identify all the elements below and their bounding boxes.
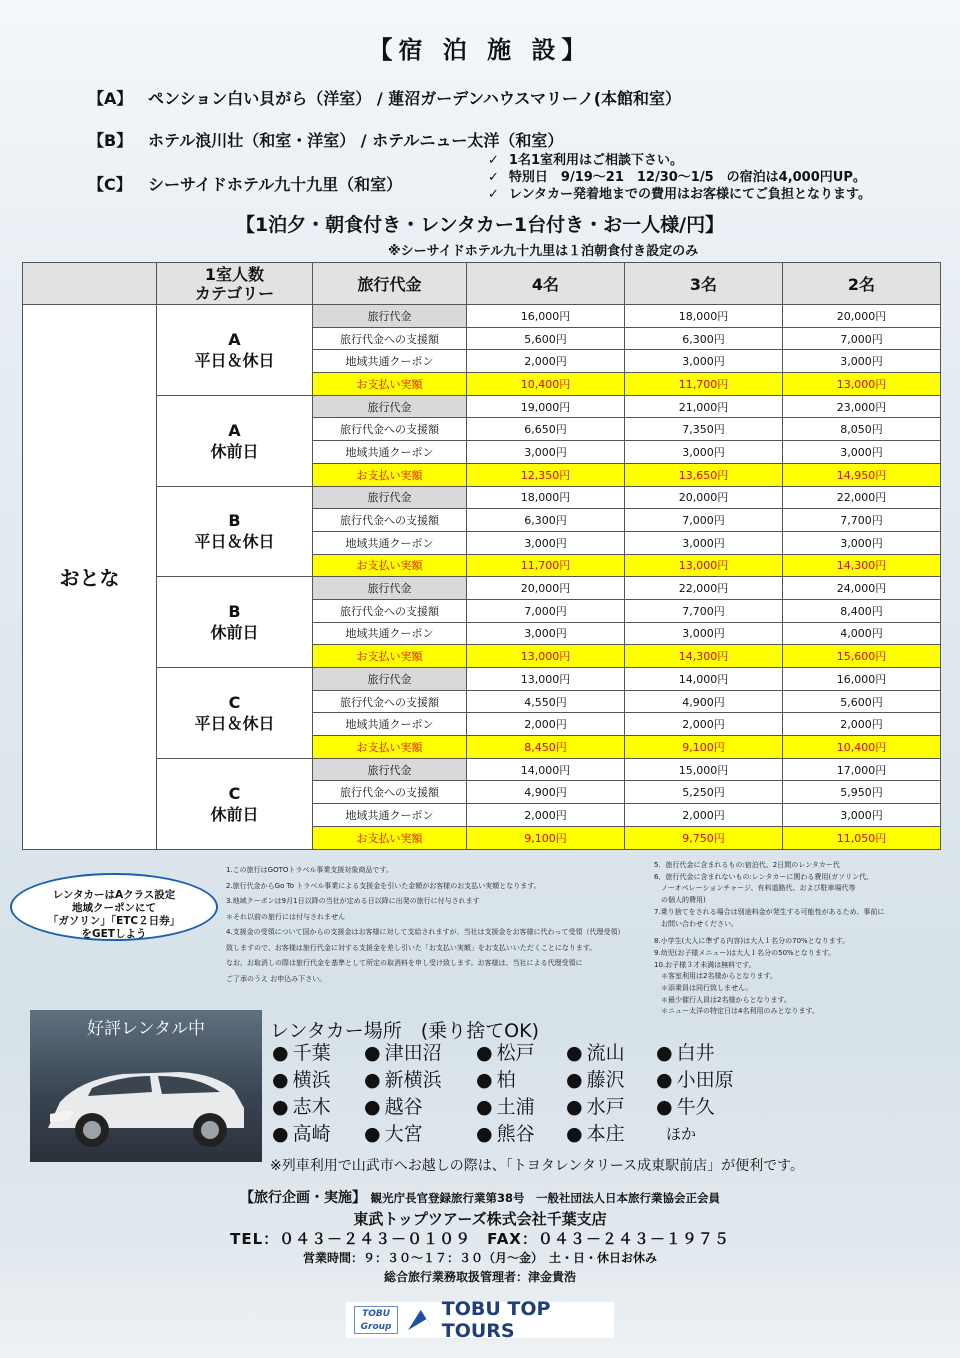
price-cell: 9,100円 xyxy=(625,736,783,759)
price-cell: 4,900円 xyxy=(625,690,783,713)
price-cell: 23,000円 xyxy=(783,395,941,418)
row-label: 旅行代金 xyxy=(313,486,467,509)
price-cell: 20,000円 xyxy=(467,577,625,600)
location-item: ● 熊谷 xyxy=(476,1121,566,1148)
row-label: 旅行代金 xyxy=(313,395,467,418)
price-cell: 10,400円 xyxy=(783,736,941,759)
price-cell: 3,000円 xyxy=(467,531,625,554)
location-item: ● 越谷 xyxy=(364,1094,476,1121)
location-grid xyxy=(272,1040,756,1148)
price-table xyxy=(22,262,941,850)
price-cell: 4,550円 xyxy=(467,690,625,713)
header-4: 4名 xyxy=(467,263,625,305)
price-cell: 13,650円 xyxy=(625,463,783,486)
hotel-row-c: 【C】 シーサイドホテル九十九里（和室） xyxy=(88,172,402,195)
price-cell: 6,300円 xyxy=(625,327,783,350)
price-cell: 11,700円 xyxy=(625,373,783,396)
table-row xyxy=(23,668,941,691)
row-label: 旅行代金 xyxy=(313,305,467,328)
price-cell: 14,000円 xyxy=(467,758,625,781)
table-row xyxy=(23,395,941,418)
row-label: お支払い実額 xyxy=(313,736,467,759)
fine-print-right: 5．旅行代金に含まれるもの:宿泊代、2日間のレンタカー代 6．旅行代金に含まれないもの:レンタカーに関わる費用(ガソリン代、 ノーオペレーションチャージ、有料道路代、および駐車場代等 の個人的費用) 7.乗り捨てをされる場合は別途料金が発生する可能性があるため、事前に お問い合わせください。 8.小学生(大人に準ずる内容)は大人１名分の70%となります。 9.幼児(お子様メニュー)は大人１名分の50%となります。 10.お子様３才未満は無料です。 ＊客室利用は2名様からとなります。 ＊添乗員は同行致しません。 ＊最少催行人員は2名様からとなります。 ＊ニュー太洋の特定日は4名利用のみとなります。 xyxy=(654,861,885,1016)
price-cell: 14,950円 xyxy=(783,463,941,486)
fine-print-left: 1.この旅行はGOTOトラベル事業支援対象商品です。 2.旅行代金からGo To トラベル事業による支援金を引いた金額がお客様のお支払い実額となります。 3.地域クーポンは9月1日以降の当社が定める日以降に出発の旅行に付与されます ＊それ以前の旅行には付与されません 4.支援金の受領について国からの支援金はお客様に対して支給されますが、当社は支援金をお客様に代わって受領（代理受領） 致しますので、お客様は旅行代金に対する支援金を差し引いた「お支払い実額」をお支払いいただくことになります。 なお、お取消しの際は旅行代金を基準として所定の取消料を申し受け致します。お客様は、当社による代理受領に ご了承のうえ お申込み下さい。 xyxy=(226,866,625,983)
price-cell: 2,000円 xyxy=(467,804,625,827)
tobu-group-logo: TOBU Group xyxy=(354,1306,398,1334)
price-cell: 16,000円 xyxy=(783,668,941,691)
price-cell: 11,050円 xyxy=(783,826,941,849)
location-item: ● 小田原 xyxy=(656,1067,756,1094)
row-label: 旅行代金 xyxy=(313,577,467,600)
price-cell: 7,000円 xyxy=(625,509,783,532)
price-cell: 3,000円 xyxy=(467,622,625,645)
price-cell: 18,000円 xyxy=(625,305,783,328)
price-cell: 7,000円 xyxy=(467,599,625,622)
tobu-top-tours-icon xyxy=(408,1307,434,1333)
row-label: 旅行代金への支援額 xyxy=(313,327,467,350)
car-photo xyxy=(30,1010,262,1162)
row-label: 地域共通クーポン xyxy=(313,713,467,736)
location-item: ● 松戸 xyxy=(476,1040,566,1067)
price-cell: 20,000円 xyxy=(625,486,783,509)
price-cell: 14,000円 xyxy=(625,668,783,691)
logo-bar xyxy=(346,1298,614,1342)
hotel-name: ホテル浪川壮（和室・洋室） / ホテルニュー太洋（和室） xyxy=(148,131,564,150)
row-label: お支払い実額 xyxy=(313,463,467,486)
price-cell: 3,000円 xyxy=(783,441,941,464)
row-label: お支払い実額 xyxy=(313,645,467,668)
price-cell: 14,300円 xyxy=(625,645,783,668)
hotel-name: ペンション白い貝がら（洋室） / 蓮沼ガーデンハウスマリーノ(本館和室） xyxy=(148,89,682,108)
table-row xyxy=(23,486,941,509)
price-cell: 13,000円 xyxy=(467,645,625,668)
row-label: 地域共通クーポン xyxy=(313,531,467,554)
row-label: 旅行代金 xyxy=(313,758,467,781)
price-cell: 2,000円 xyxy=(625,804,783,827)
train-note: ※列車利用で山武市へお越しの際は、「トヨタレンタリース成東駅前店」が便利です。 xyxy=(270,1158,804,1174)
category-cell: A 平日＆休日 xyxy=(157,305,313,396)
category-cell: C 平日＆休日 xyxy=(157,668,313,759)
row-label: 地域共通クーポン xyxy=(313,804,467,827)
price-cell: 3,000円 xyxy=(625,622,783,645)
footer-hours: 営業時間：９：３０～１７：３０（月～金） 土・日・休日お休み xyxy=(302,1251,657,1265)
price-cell: 5,600円 xyxy=(783,690,941,713)
price-cell: 5,250円 xyxy=(625,781,783,804)
price-cell: 15,000円 xyxy=(625,758,783,781)
footer-manager: 総合旅行業務取扱管理者：津金貴浩 xyxy=(383,1270,576,1284)
price-cell: 9,100円 xyxy=(467,826,625,849)
hotel-row-a: 【A】 ペンション白い貝がら（洋室） / 蓮沼ガーデンハウスマリーノ(本館和室） xyxy=(88,86,681,109)
price-cell: 18,000円 xyxy=(467,486,625,509)
price-cell: 8,450円 xyxy=(467,736,625,759)
price-cell: 6,650円 xyxy=(467,418,625,441)
price-cell: 12,350円 xyxy=(467,463,625,486)
row-label: お支払い実額 xyxy=(313,373,467,396)
row-label: お支払い実額 xyxy=(313,826,467,849)
location-more: ほか xyxy=(666,1125,697,1143)
footer-company: 東武トップツアーズ株式会社千葉支店 xyxy=(353,1210,607,1228)
car-label: 好評レンタル中 xyxy=(87,1019,205,1039)
adult-label: おとな xyxy=(23,305,157,850)
price-cell: 3,000円 xyxy=(625,531,783,554)
location-item: ● 本庄 xyxy=(566,1121,656,1148)
price-cell: 3,000円 xyxy=(783,531,941,554)
price-cell: 19,000円 xyxy=(467,395,625,418)
location-item: ● 流山 xyxy=(566,1040,656,1067)
price-cell: 13,000円 xyxy=(467,668,625,691)
price-cell: 5,950円 xyxy=(783,781,941,804)
location-item: ● 藤沢 xyxy=(566,1067,656,1094)
price-cell: 22,000円 xyxy=(625,577,783,600)
price-cell: 9,750円 xyxy=(625,826,783,849)
note-item: ✓ 1名1室利用はご相談下さい。 xyxy=(488,152,871,169)
header-price: 旅行代金 xyxy=(313,263,467,305)
price-cell: 7,350円 xyxy=(625,418,783,441)
price-cell: 17,000円 xyxy=(783,758,941,781)
price-cell: 10,400円 xyxy=(467,373,625,396)
price-cell: 22,000円 xyxy=(783,486,941,509)
price-cell: 14,300円 xyxy=(783,554,941,577)
price-subnote: ※シーサイドホテル九十九里は１泊朝食付き設定のみ xyxy=(388,244,699,259)
price-cell: 4,000円 xyxy=(783,622,941,645)
category-cell: B 休前日 xyxy=(157,577,313,668)
price-cell: 11,700円 xyxy=(467,554,625,577)
price-cell: 16,000円 xyxy=(467,305,625,328)
price-cell: 2,000円 xyxy=(625,713,783,736)
category-cell: C 休前日 xyxy=(157,758,313,849)
price-cell: 20,000円 xyxy=(783,305,941,328)
row-label: 地域共通クーポン xyxy=(313,622,467,645)
rental-title: レンタカー場所 (乗り捨てOK) xyxy=(270,1020,540,1042)
location-item: ● 柏 xyxy=(476,1067,566,1094)
header-2: 2名 xyxy=(783,263,941,305)
price-subtitle: 【1泊夕・朝食付き・レンタカー1台付き・お一人様/円】 xyxy=(235,214,725,236)
price-cell: 3,000円 xyxy=(625,350,783,373)
price-cell: 3,000円 xyxy=(625,441,783,464)
category-cell: A 休前日 xyxy=(157,395,313,486)
row-label: 旅行代金への支援額 xyxy=(313,509,467,532)
price-cell: 6,300円 xyxy=(467,509,625,532)
table-row xyxy=(23,758,941,781)
row-label: 地域共通クーポン xyxy=(313,350,467,373)
price-cell: 3,000円 xyxy=(783,804,941,827)
header-blank xyxy=(23,263,157,305)
price-cell: 5,600円 xyxy=(467,327,625,350)
rental-bubble: レンタカーはAクラス設定 地域クーポンにて 「ガソリン」「ETC２日券」 をGETしよう xyxy=(10,873,218,941)
price-cell: 3,000円 xyxy=(783,350,941,373)
header-3: 3名 xyxy=(625,263,783,305)
header-category: 1室人数 カテゴリー xyxy=(157,263,313,305)
row-label: 旅行代金への支援額 xyxy=(313,690,467,713)
footer-tel: TEL：０４３－２４３－０１０９ FAX：０４３－２４３－１９７５ xyxy=(230,1230,730,1248)
footer-registration: 【旅行企画・実施】 観光庁長官登録旅行業第38号 一般社団法人日本旅行業協会正会員 xyxy=(239,1190,721,1206)
price-cell: 2,000円 xyxy=(467,350,625,373)
location-item: ● 横浜 xyxy=(272,1067,364,1094)
table-row xyxy=(23,577,941,600)
price-cell: 8,050円 xyxy=(783,418,941,441)
category-cell: B 平日＆休日 xyxy=(157,486,313,577)
price-cell: 7,700円 xyxy=(625,599,783,622)
price-cell: 7,700円 xyxy=(783,509,941,532)
row-label: 旅行代金 xyxy=(313,668,467,691)
logo-text: TOBU TOP TOURS xyxy=(441,1298,551,1342)
price-cell: 15,600円 xyxy=(783,645,941,668)
location-item: ● 土浦 xyxy=(476,1094,566,1121)
location-item: ● 千葉 xyxy=(272,1040,364,1067)
hotel-name: シーサイドホテル九十九里（和室） xyxy=(148,175,403,194)
price-cell: 2,000円 xyxy=(467,713,625,736)
price-cell: 4,900円 xyxy=(467,781,625,804)
location-item: ● 大宮 xyxy=(364,1121,476,1148)
note-item: ✓ レンタカー発着地までの費用はお客様にてご負担となります。 xyxy=(488,186,871,203)
notes-list xyxy=(488,152,871,203)
row-label: お支払い実額 xyxy=(313,554,467,577)
price-cell: 8,400円 xyxy=(783,599,941,622)
price-cell: 21,000円 xyxy=(625,395,783,418)
price-cell: 13,000円 xyxy=(783,373,941,396)
note-item: ✓ 特別日 9/19～21 12/30～1/5 の宿泊は4,000円UP。 xyxy=(488,169,871,186)
table-row xyxy=(23,305,941,328)
page-title: 【宿 泊 施 設】 xyxy=(368,36,592,64)
location-item: ● 新横浜 xyxy=(364,1067,476,1094)
row-label: 旅行代金への支援額 xyxy=(313,781,467,804)
price-cell: 3,000円 xyxy=(467,441,625,464)
location-item: ● 津田沼 xyxy=(364,1040,476,1067)
hotel-row-b: 【B】 ホテル浪川壮（和室・洋室） / ホテルニュー太洋（和室） xyxy=(88,128,563,151)
price-cell: 2,000円 xyxy=(783,713,941,736)
location-item: ● 高崎 xyxy=(272,1121,364,1148)
location-item: ● 白井 xyxy=(656,1040,756,1067)
car-icon xyxy=(30,1010,262,1162)
row-label: 旅行代金への支援額 xyxy=(313,418,467,441)
location-item: ● 牛久 xyxy=(656,1094,756,1121)
location-item: ● 志木 xyxy=(272,1094,364,1121)
price-cell: 24,000円 xyxy=(783,577,941,600)
row-label: 地域共通クーポン xyxy=(313,441,467,464)
price-cell: 13,000円 xyxy=(625,554,783,577)
location-item: ● 水戸 xyxy=(566,1094,656,1121)
price-cell: 7,000円 xyxy=(783,327,941,350)
row-label: 旅行代金への支援額 xyxy=(313,599,467,622)
